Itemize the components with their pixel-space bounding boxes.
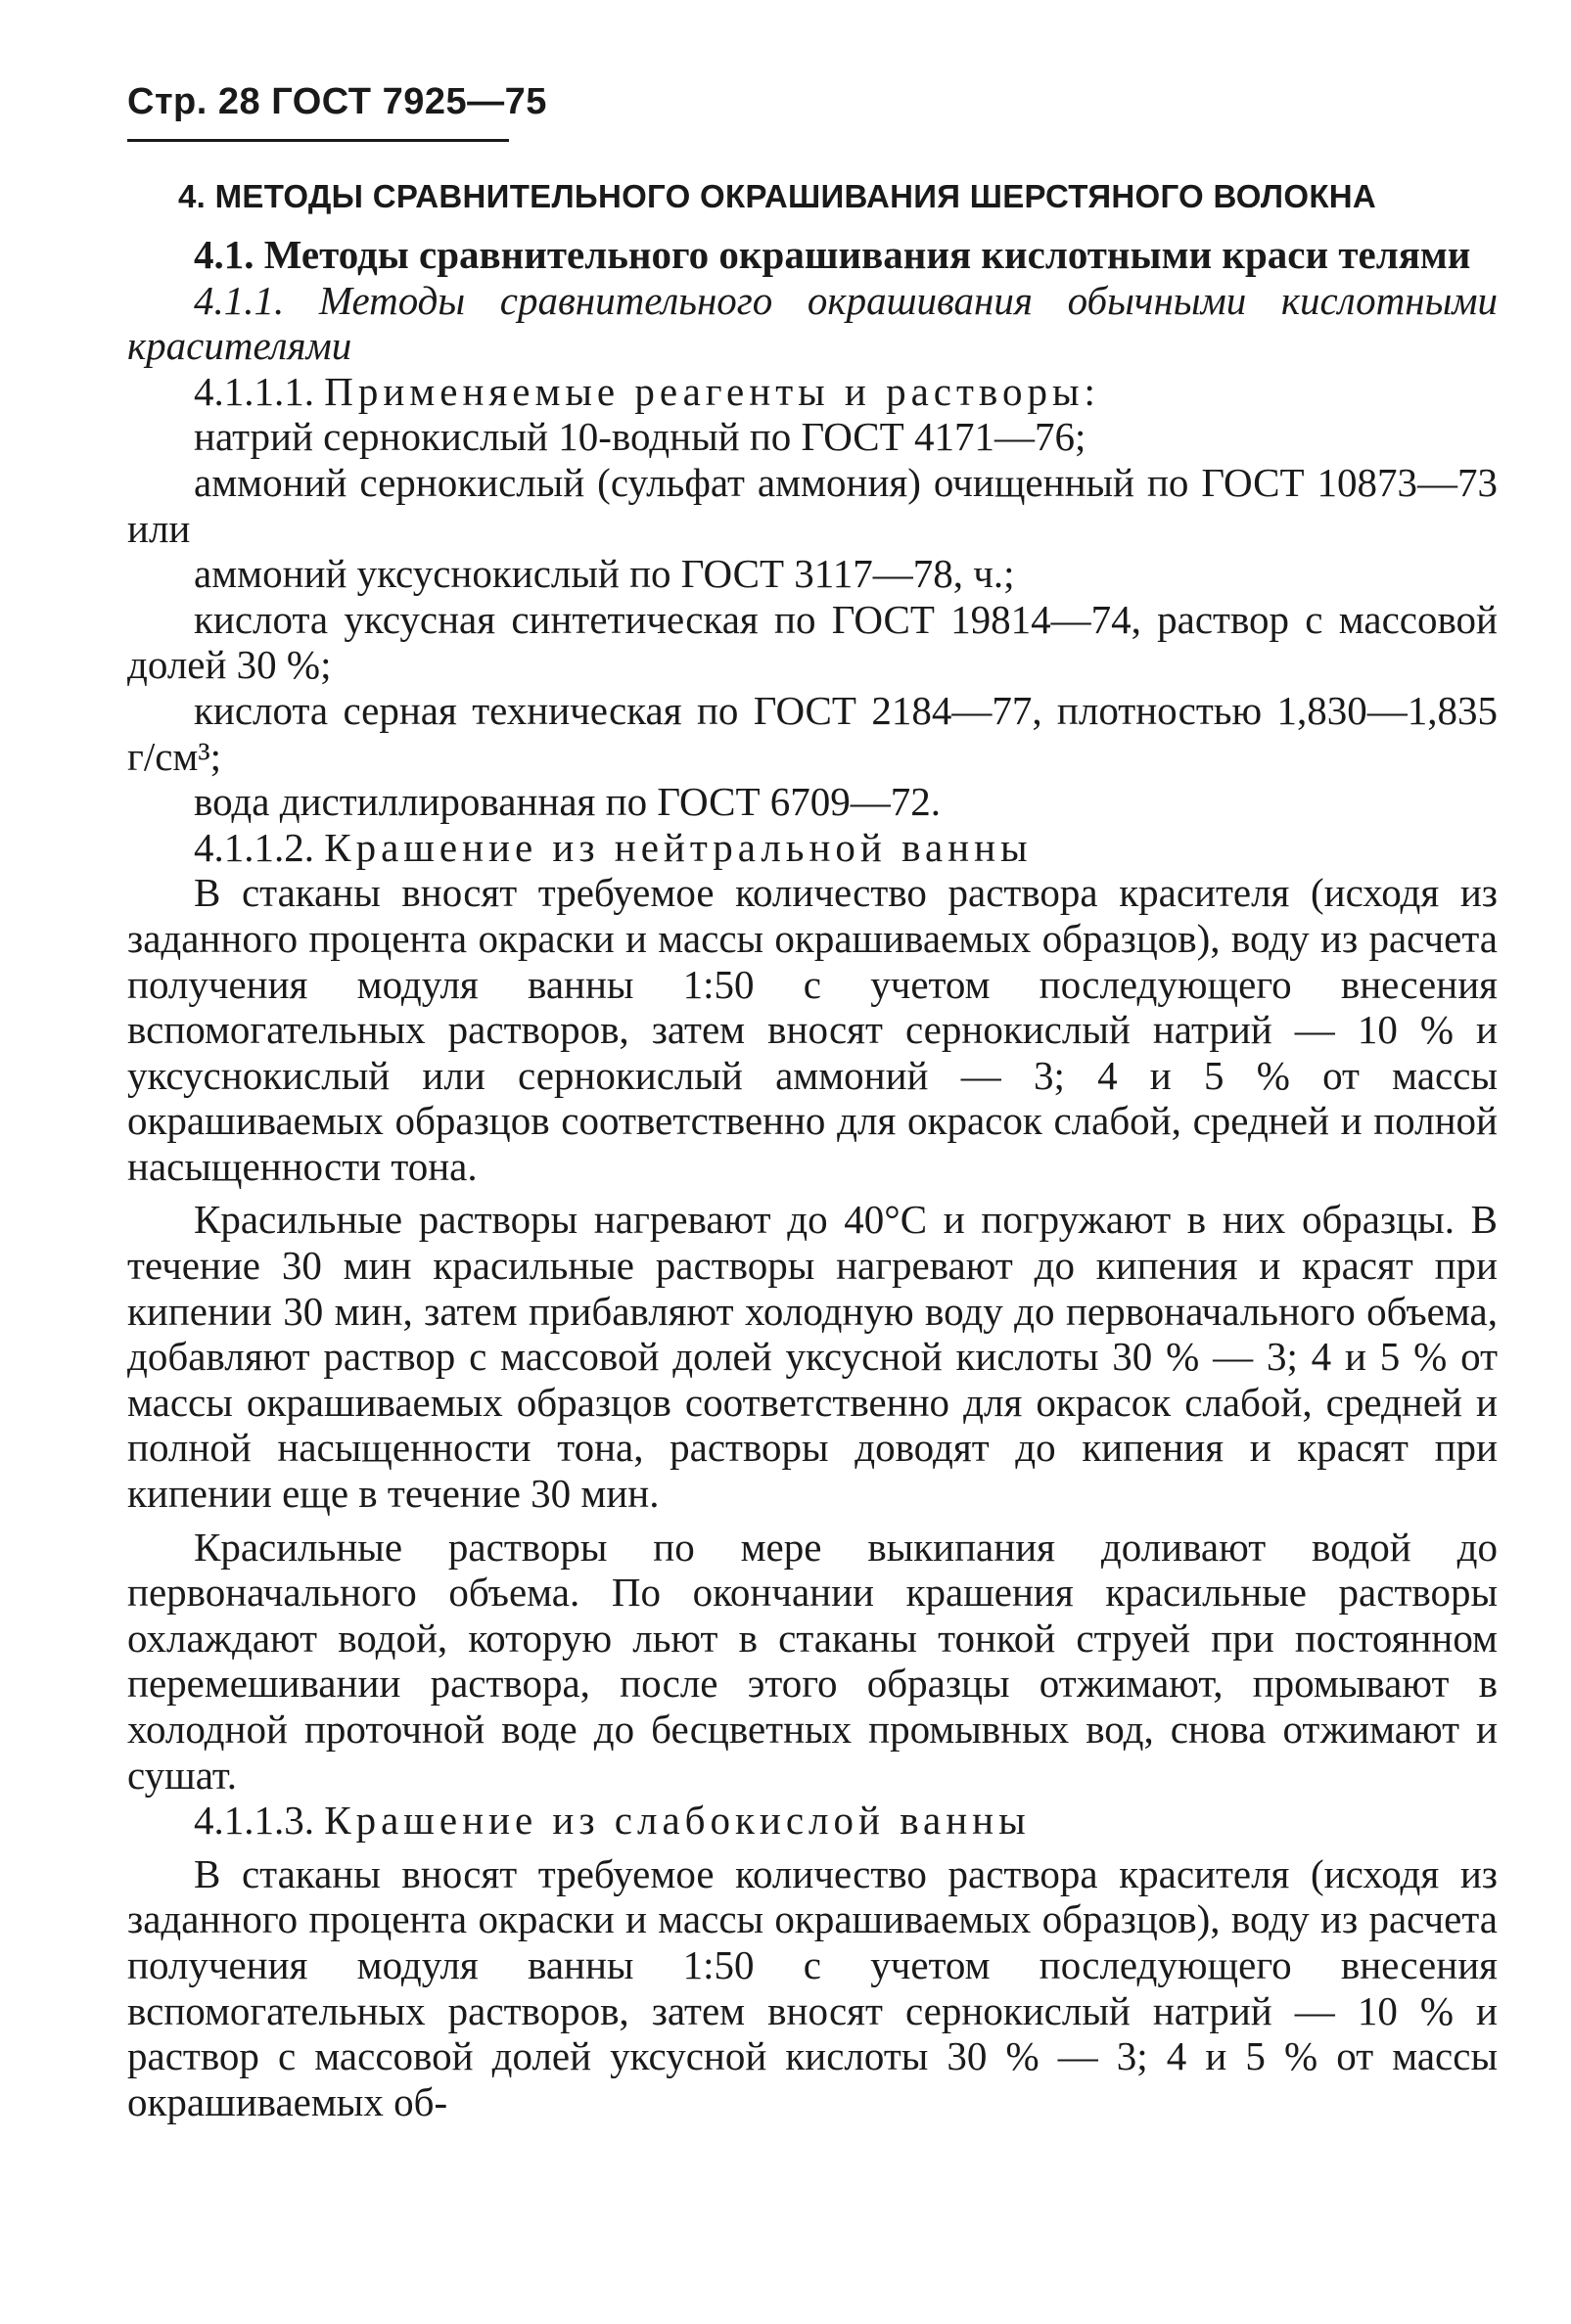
body-paragraph: В стаканы вносят требуемое количество раствора красителя (исходя из заданного процента окраски и массы окрашиваемых образцов), воду из расчета получения модуля ванны 1:50 с учетом последующего внесения вспомогательных растворов, затем вносят сернокислый натрий — 10 % и уксуснокислый или сернокислый аммоний — 3; 4 и 5 % от массы окрашиваемых образцов соответственно для окрасок слабой, средней и полной насыщенности тона. [127, 870, 1498, 1189]
reagent-item: натрий сернокислый 10-водный по ГОСТ 4171—76; [194, 414, 1086, 460]
body-paragraph: Красильные растворы нагревают до 40°С и погружают в них образцы. В течение 30 мин красильные растворы нагревают до кипения и красят при кипении 30 мин, затем прибавляют холодную воду до первоначального объема, добавляют раствор с массовой долей уксусной кислоты 30 % — 3; 4 и 5 % от массы окрашиваемых образцов соответственно для окрасок слабой, средней и полной насыщенности тона, растворы доводят до кипения и красят при кипении еще в течение 30 мин. [127, 1197, 1498, 1517]
subsection-4-1: 4.1. Методы сравнительного окрашивания кислотными краси телями [194, 232, 1471, 277]
running-head: Стр. 28 ГОСТ 7925—75 [127, 81, 547, 122]
reagent-item: кислота серная техническая по ГОСТ 2184—77, плотностью 1,830—1,835 г/см³; [127, 687, 1498, 779]
clause-number: 4.1.1.1. [194, 368, 314, 414]
clause-4-1-1-2 [127, 825, 1498, 871]
reagent-item: аммоний уксуснокислый по ГОСТ 3117—78, ч.; [194, 551, 1015, 597]
body-paragraph: Красильные растворы по мере выкипания доливают водой до первоначального объема. По окончании крашения красильные растворы охлаждают водой, которую льют в стаканы тонкой струей при постоянном перемешивании раствора, после этого образцы отжимают, промывают в холодной проточной воде до бесцветных промывных вод, снова отжимают и сушат. [127, 1524, 1498, 1798]
reagent-item: кислота уксусная синтетическая по ГОСТ 19814—74, раствор с массовой долей 30 %; [127, 596, 1498, 688]
subsection-4-1-1: 4.1.1. Методы сравнительного окрашивания обычными кислотными красителями [127, 277, 1498, 369]
document-page [127, 78, 1498, 2124]
clause-title: Применяемые реагенты и растворы: [324, 368, 1100, 414]
clause-title: Крашение из нейтральной ванны [324, 824, 1033, 870]
reagent-item: вода дистиллированная по ГОСТ 6709—72. [194, 779, 942, 825]
clause-number: 4.1.1.2. [194, 824, 314, 870]
header-rule [127, 139, 509, 142]
reagent-item: аммоний сернокислый (сульфат аммония) очищенный по ГОСТ 10873—73 или [127, 459, 1498, 551]
clause-number: 4.1.1.3. [194, 1798, 314, 1844]
body-paragraph: В стаканы вносят требуемое количество раствора красителя (исходя из заданного процента окраски и массы окрашиваемых образцов), воду из расчета получения модуля ванны 1:50 с учетом последующего внесения вспомогательных растворов, затем вносят сернокислый натрий — 10 % и раствор с массовой долей уксусной кислоты 30 % — 3; 4 и 5 % от массы окрашиваемых об- [127, 1850, 1498, 2124]
clause-title: Крашение из слабокислой ванны [324, 1798, 1031, 1844]
section-title: 4. МЕТОДЫ СРАВНИТЕЛЬНОГО ОКРАШИВАНИЯ ШЕРСТЯНОГО ВОЛОКНА [178, 178, 1377, 214]
clause-4-1-1-1 [127, 369, 1498, 415]
clause-4-1-1-3 [127, 1798, 1498, 1844]
